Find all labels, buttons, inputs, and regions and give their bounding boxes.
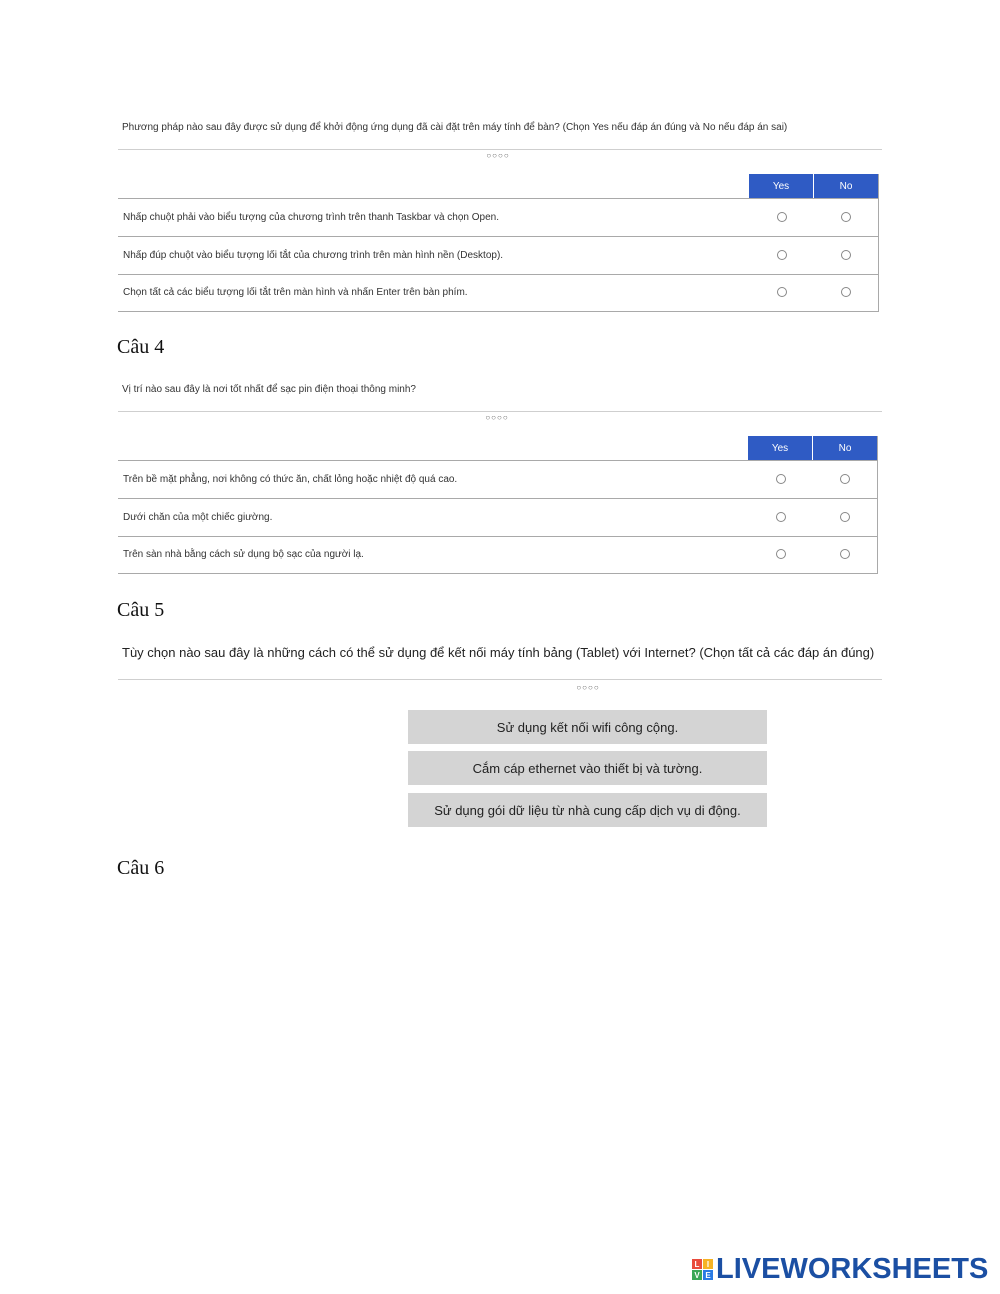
q3-divider [118,149,882,150]
table-row [118,199,879,237]
q5-option-button[interactable]: Sử dụng gói dữ liệu từ nhà cung cấp dịch vụ di động. [408,793,767,827]
q5-option-button[interactable]: Sử dụng kết nối wifi công cộng. [408,710,767,744]
no-radio[interactable] [841,212,851,222]
q4-divider [118,411,882,412]
no-radio[interactable] [840,474,850,484]
yes-radio[interactable] [776,512,786,522]
no-radio[interactable] [841,250,851,260]
q4-row-label: Trên sàn nhà bằng cách sử dụng bộ sạc của người lạ. [123,549,364,560]
q3-pager-dots: ○○○○ [486,151,510,160]
q4-row-label: Trên bề mặt phẳng, nơi không có thức ăn, chất lỏng hoặc nhiệt độ quá cao. [123,474,458,485]
logo-block: V [692,1270,702,1280]
liveworksheets-logo [692,1253,988,1286]
table-row [118,461,878,499]
yes-radio[interactable] [777,250,787,260]
q4-col-no: No [813,436,877,460]
q4-pager-dots: ○○○○ [485,413,509,422]
logo-block: E [703,1270,713,1280]
no-radio[interactable] [841,287,851,297]
table-row [118,536,878,574]
q6-heading: Câu 6 [117,857,165,879]
q3-col-yes: Yes [749,174,813,198]
no-radio[interactable] [840,512,850,522]
table-row [118,274,879,312]
q5-option-button[interactable]: Cắm cáp ethernet vào thiết bị và tường. [408,751,767,785]
q5-pager-dots: ○○○○ [576,683,600,692]
q5-heading: Câu 5 [117,599,165,621]
yes-radio[interactable] [777,287,787,297]
q4-row-label: Dưới chăn của một chiếc giường. [123,512,273,523]
yes-radio[interactable] [777,212,787,222]
q3-col-no: No [814,174,878,198]
q4-heading: Câu 4 [117,336,165,358]
no-radio[interactable] [840,549,850,559]
q4-prompt: Vị trí nào sau đây là nơi tốt nhất để sạc pin điện thoại thông minh? [122,384,416,395]
q3-table [118,174,879,311]
table-row [118,237,879,275]
q4-table [118,436,878,573]
q3-row-label: Chọn tất cả các biểu tượng lối tắt trên màn hình và nhấn Enter trên bàn phím. [123,287,468,298]
logo-block: I [703,1259,713,1269]
yes-radio[interactable] [776,474,786,484]
q3-row-label: Nhấp đúp chuột vào biểu tượng lối tắt của chương trình trên màn hình nền (Desktop). [123,250,504,261]
table-row [118,499,878,537]
logo-blocks-icon [692,1259,713,1280]
logo-wordmark: LIVEWORKSHEETS [716,1253,989,1285]
q3-row-label: Nhấp chuột phải vào biểu tượng của chương trình trên thanh Taskbar và chọn Open. [123,212,500,223]
q3-prompt: Phương pháp nào sau đây được sử dụng để khởi động ứng dụng đã cài đặt trên máy tính để bàn? (Chọn Yes nếu đáp án đúng và No nếu đáp án sai) [122,122,788,133]
yes-radio[interactable] [776,549,786,559]
q5-divider [118,679,882,680]
q5-prompt: Tùy chọn nào sau đây là những cách có thể sử dụng để kết nối máy tính bảng (Tablet) với Internet? (Chọn tất cả các đáp án đúng) [122,645,875,660]
logo-block: L [692,1259,702,1269]
q4-col-yes: Yes [748,436,812,460]
